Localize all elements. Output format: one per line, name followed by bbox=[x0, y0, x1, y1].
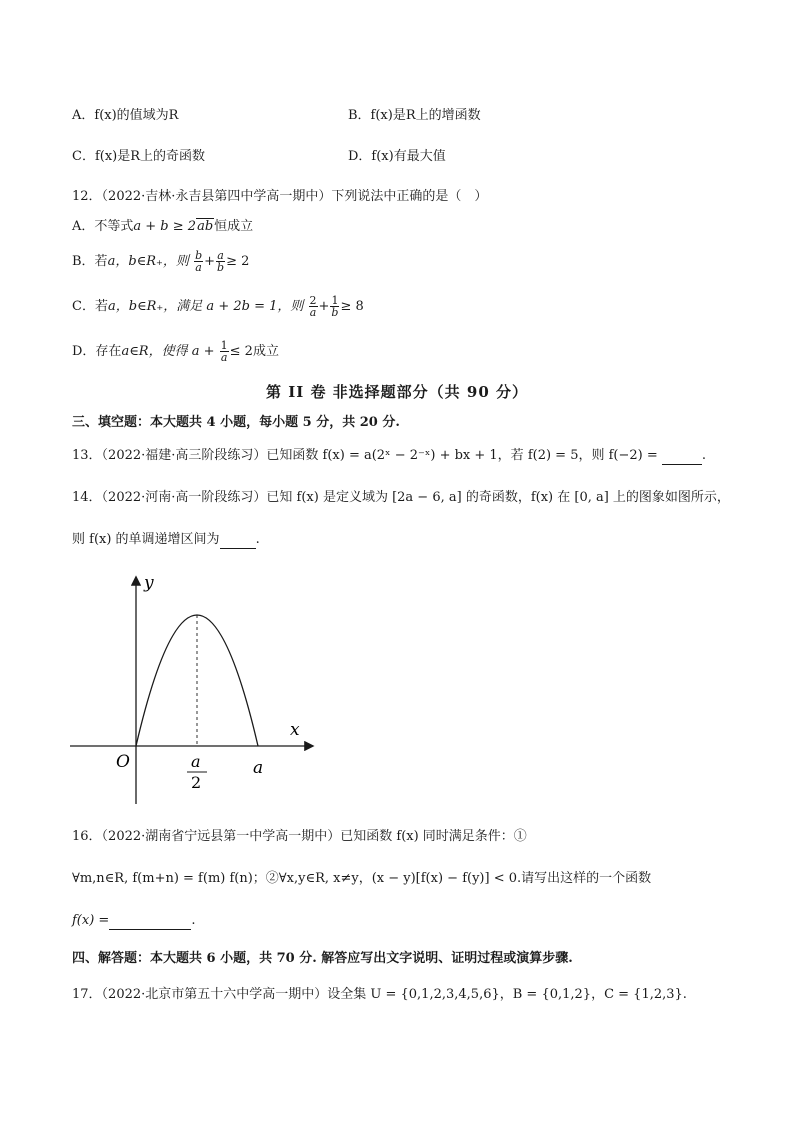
frac-denominator: a bbox=[220, 351, 228, 364]
q16-line2: ∀m,n∈R, f(m+n) = f(m) f(n)；②∀x,y∈R, x≠y，(x − y)[f(x) − f(y)] < 0.请写出这样的一个函数 bbox=[72, 871, 652, 886]
q12-b-frac1 bbox=[194, 250, 203, 273]
section3-heading bbox=[72, 414, 400, 432]
q13-end: . bbox=[701, 448, 707, 463]
q16-line1: 16．（2022·湖南省宁远县第一中学高一期中）已知函数 f(x) 同时满足条件：① bbox=[72, 829, 527, 844]
q12-d-frac bbox=[220, 340, 229, 363]
q14-text: 则 f(x) 的单调递增区间为 bbox=[72, 532, 220, 547]
q12-d-prefix: D．存在 bbox=[72, 344, 122, 359]
q14-end: . bbox=[255, 532, 260, 547]
half-a-denominator: 2 bbox=[191, 773, 202, 792]
q12-b-cond: a，b∈R₊，则 bbox=[107, 254, 189, 269]
option-d: D．f(x)有最大值 bbox=[348, 149, 446, 164]
section4-heading bbox=[72, 950, 573, 968]
q13-answer-blank bbox=[662, 450, 702, 465]
section4-desc: 本大题共 6 小题，共 70 分. 解答应写出文字说明、证明过程或演算步骤. bbox=[150, 951, 573, 966]
q12-b-tail: ≥ 2 bbox=[226, 254, 250, 269]
frac-denominator: b bbox=[331, 306, 339, 319]
x-axis-label: x bbox=[290, 720, 300, 740]
frac-numerator: b bbox=[195, 249, 203, 262]
q12-option-c: C．若a，b∈R₊，满足 a + 2b = 1，则 $\frac{2}{a}$ + $\frac{1}{b}$ ≥ 8 bbox=[72, 294, 364, 319]
q12-c-tail: ≥ 8 bbox=[340, 299, 364, 314]
q12-c-frac1 bbox=[309, 295, 318, 318]
option-c: C．f(x)是R上的奇函数 bbox=[72, 149, 206, 164]
q12-stem: 12．（2022·吉林·永吉县第四中学高一期中）下列说法中正确的是（ ） bbox=[72, 189, 488, 204]
a-label: a bbox=[253, 758, 264, 778]
q12-b-frac2 bbox=[216, 250, 225, 273]
q16-end: . bbox=[191, 913, 196, 928]
q14-line2 bbox=[72, 531, 260, 549]
q16-line3 bbox=[72, 912, 195, 930]
q16-answer-blank bbox=[109, 915, 191, 930]
q12-a-expr: a + b ≥ 2 bbox=[133, 219, 197, 234]
q12-option-d bbox=[72, 340, 279, 363]
q16-fx: f(x) = bbox=[72, 913, 110, 928]
q12-c-cond: a，b∈R₊，满足 a + 2b = 1，则 bbox=[107, 299, 304, 314]
section-title: 第 II 卷 非选择题部分（共 90 分） bbox=[265, 383, 529, 401]
frac-denominator: a bbox=[195, 261, 202, 274]
section3-label: 三、填空题： bbox=[72, 415, 151, 430]
frac-numerator: 1 bbox=[331, 294, 339, 307]
q12-a-suffix: 恒成立 bbox=[214, 219, 254, 234]
q12-a-sqrt: ab bbox=[197, 219, 214, 234]
option-a: A．f(x)的值域为R bbox=[72, 108, 179, 123]
q12-c-frac2 bbox=[330, 295, 339, 318]
q14-line1: 14．（2022·河南·高一阶段练习）已知 f(x) 是定义域为 [2a − 6, a] 的奇函数，f(x) 在 [0, a] 上的图象如图所示， bbox=[72, 490, 730, 505]
origin-label: O bbox=[116, 752, 130, 772]
q12-b-prefix: B．若 bbox=[72, 254, 108, 269]
frac-numerator: 2 bbox=[309, 294, 317, 307]
q14-answer-blank bbox=[220, 534, 256, 549]
section3-desc: 本大题共 4 小题，每小题 5 分，共 20 分. bbox=[150, 415, 400, 430]
q13-text: 13．（2022·福建·高三阶段练习）已知函数 f(x) = a(2ˣ − 2⁻ˣ) + bx + 1，若 f(2) = 5，则 f(−2) = bbox=[72, 448, 658, 463]
q12-option-a bbox=[72, 218, 253, 236]
parabola-curve bbox=[136, 615, 258, 746]
frac-denominator: b bbox=[217, 261, 225, 274]
frac-numerator: 1 bbox=[220, 339, 228, 352]
half-a-numerator: a bbox=[191, 752, 201, 771]
y-axis-label: y bbox=[144, 573, 154, 593]
q12-option-b: B．若a，b∈R₊，则 $\frac{b}{a}$ + $\frac{a}{b}$ ≥ 2 bbox=[72, 249, 250, 274]
q17: 17．（2022·北京市第五十六中学高一期中）设全集 U = {0,1,2,3,4,5,6}，B = {0,1,2}，C = {1,2,3}. bbox=[72, 987, 687, 1002]
frac-denominator: a bbox=[309, 306, 317, 319]
option-b: B．f(x)是R上的增函数 bbox=[348, 108, 481, 123]
q12-c-prefix: C．若 bbox=[72, 299, 108, 314]
section4-label: 四、解答题： bbox=[72, 951, 151, 966]
q12-d-cond: a∈R，使得 a + bbox=[121, 344, 215, 359]
q12-a-prefix: A．不等式 bbox=[72, 219, 134, 234]
q12-d-tail: ≤ 2成立 bbox=[229, 344, 279, 359]
frac-numerator: a bbox=[217, 249, 224, 262]
q13 bbox=[72, 447, 706, 465]
